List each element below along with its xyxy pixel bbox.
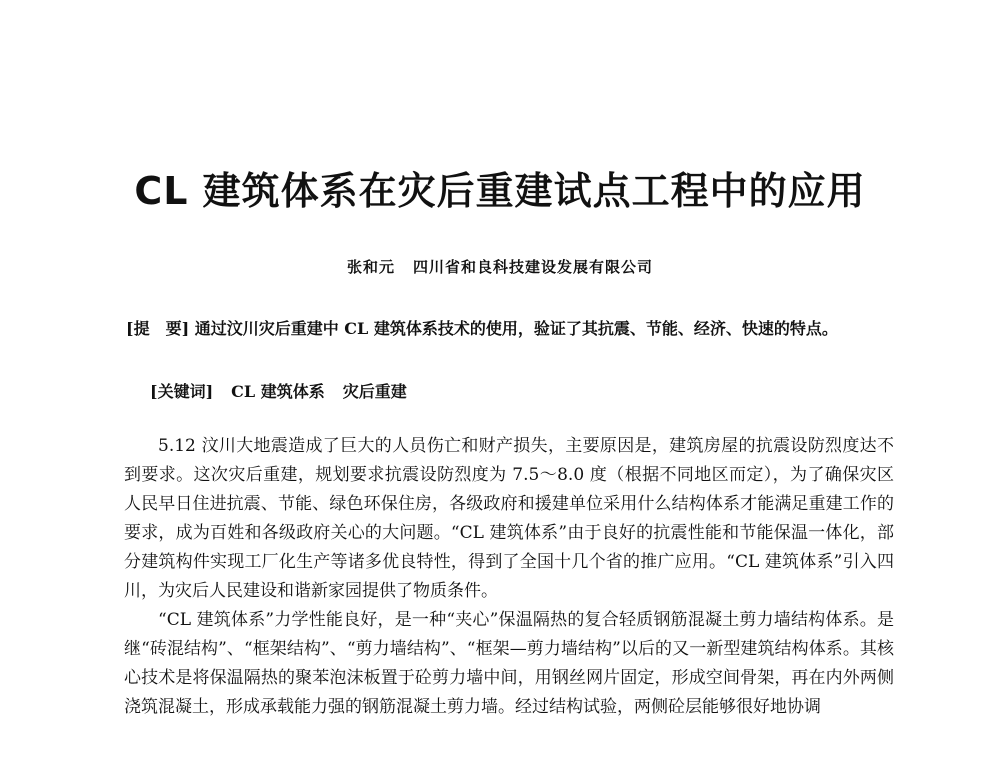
body-paragraph: “CL 建筑体系”力学性能良好，是一种“夹心”保温隔热的复合轻质钢筋混凝土剪力墙结构体系。是继“砖混结构”、“框架结构”、“剪力墙结构”、“框架—剪力墙结构”以后的又一新型建筑结构体系。其核心技术是将保温隔热的聚苯泡沫板置于砼剪力墙中间，用钢丝网片固定，形成空间骨架，再在内外两侧浇筑混凝土，形成承载能力强的钢筋混凝土剪力墙。经过结构试验，两侧砼层能够很好地协调 <box>124 610 894 717</box>
abstract-label: [提 要] <box>126 319 190 338</box>
byline <box>0 256 1000 277</box>
keyword-item: 灾后重建 <box>342 382 407 401</box>
body-text <box>124 432 894 722</box>
keywords <box>150 377 890 407</box>
body-paragraph: 5.12 汶川大地震造成了巨大的人员伤亡和财产损失，主要原因是，建筑房屋的抗震设防烈度达不到要求。这次灾后重建，规划要求抗震设防烈度为 7.5～8.0 度（根据不同地区而定），为了确保灾区人民早日住进抗震、节能、绿色环保住房，各级政府和援建单位采用什么结构体系才能满足重建工作的要求，成为百姓和各级政府关心的大问题。“CL 建筑体系”由于良好的抗震性能和节能保温一体化，部分建筑构件实现工厂化生产等诸多优良特性，得到了全国十几个省的推广应用。“CL 建筑体系”引入四川，为灾后人民建设和谐新家园提供了物质条件。 <box>124 436 894 601</box>
author-name: 张和元 <box>346 258 395 276</box>
abstract <box>126 314 896 344</box>
abstract-text: 通过汶川灾后重建中 CL 建筑体系技术的使用，验证了其抗震、节能、经济、快速的特点。 <box>194 319 838 338</box>
author-affiliation: 四川省和良科技建设发展有限公司 <box>413 258 654 276</box>
keywords-label: [关键词] <box>150 382 214 401</box>
paper-title: CL 建筑体系在灾后重建试点工程中的应用 <box>134 169 866 213</box>
keyword-item: CL 建筑体系 <box>231 382 325 401</box>
